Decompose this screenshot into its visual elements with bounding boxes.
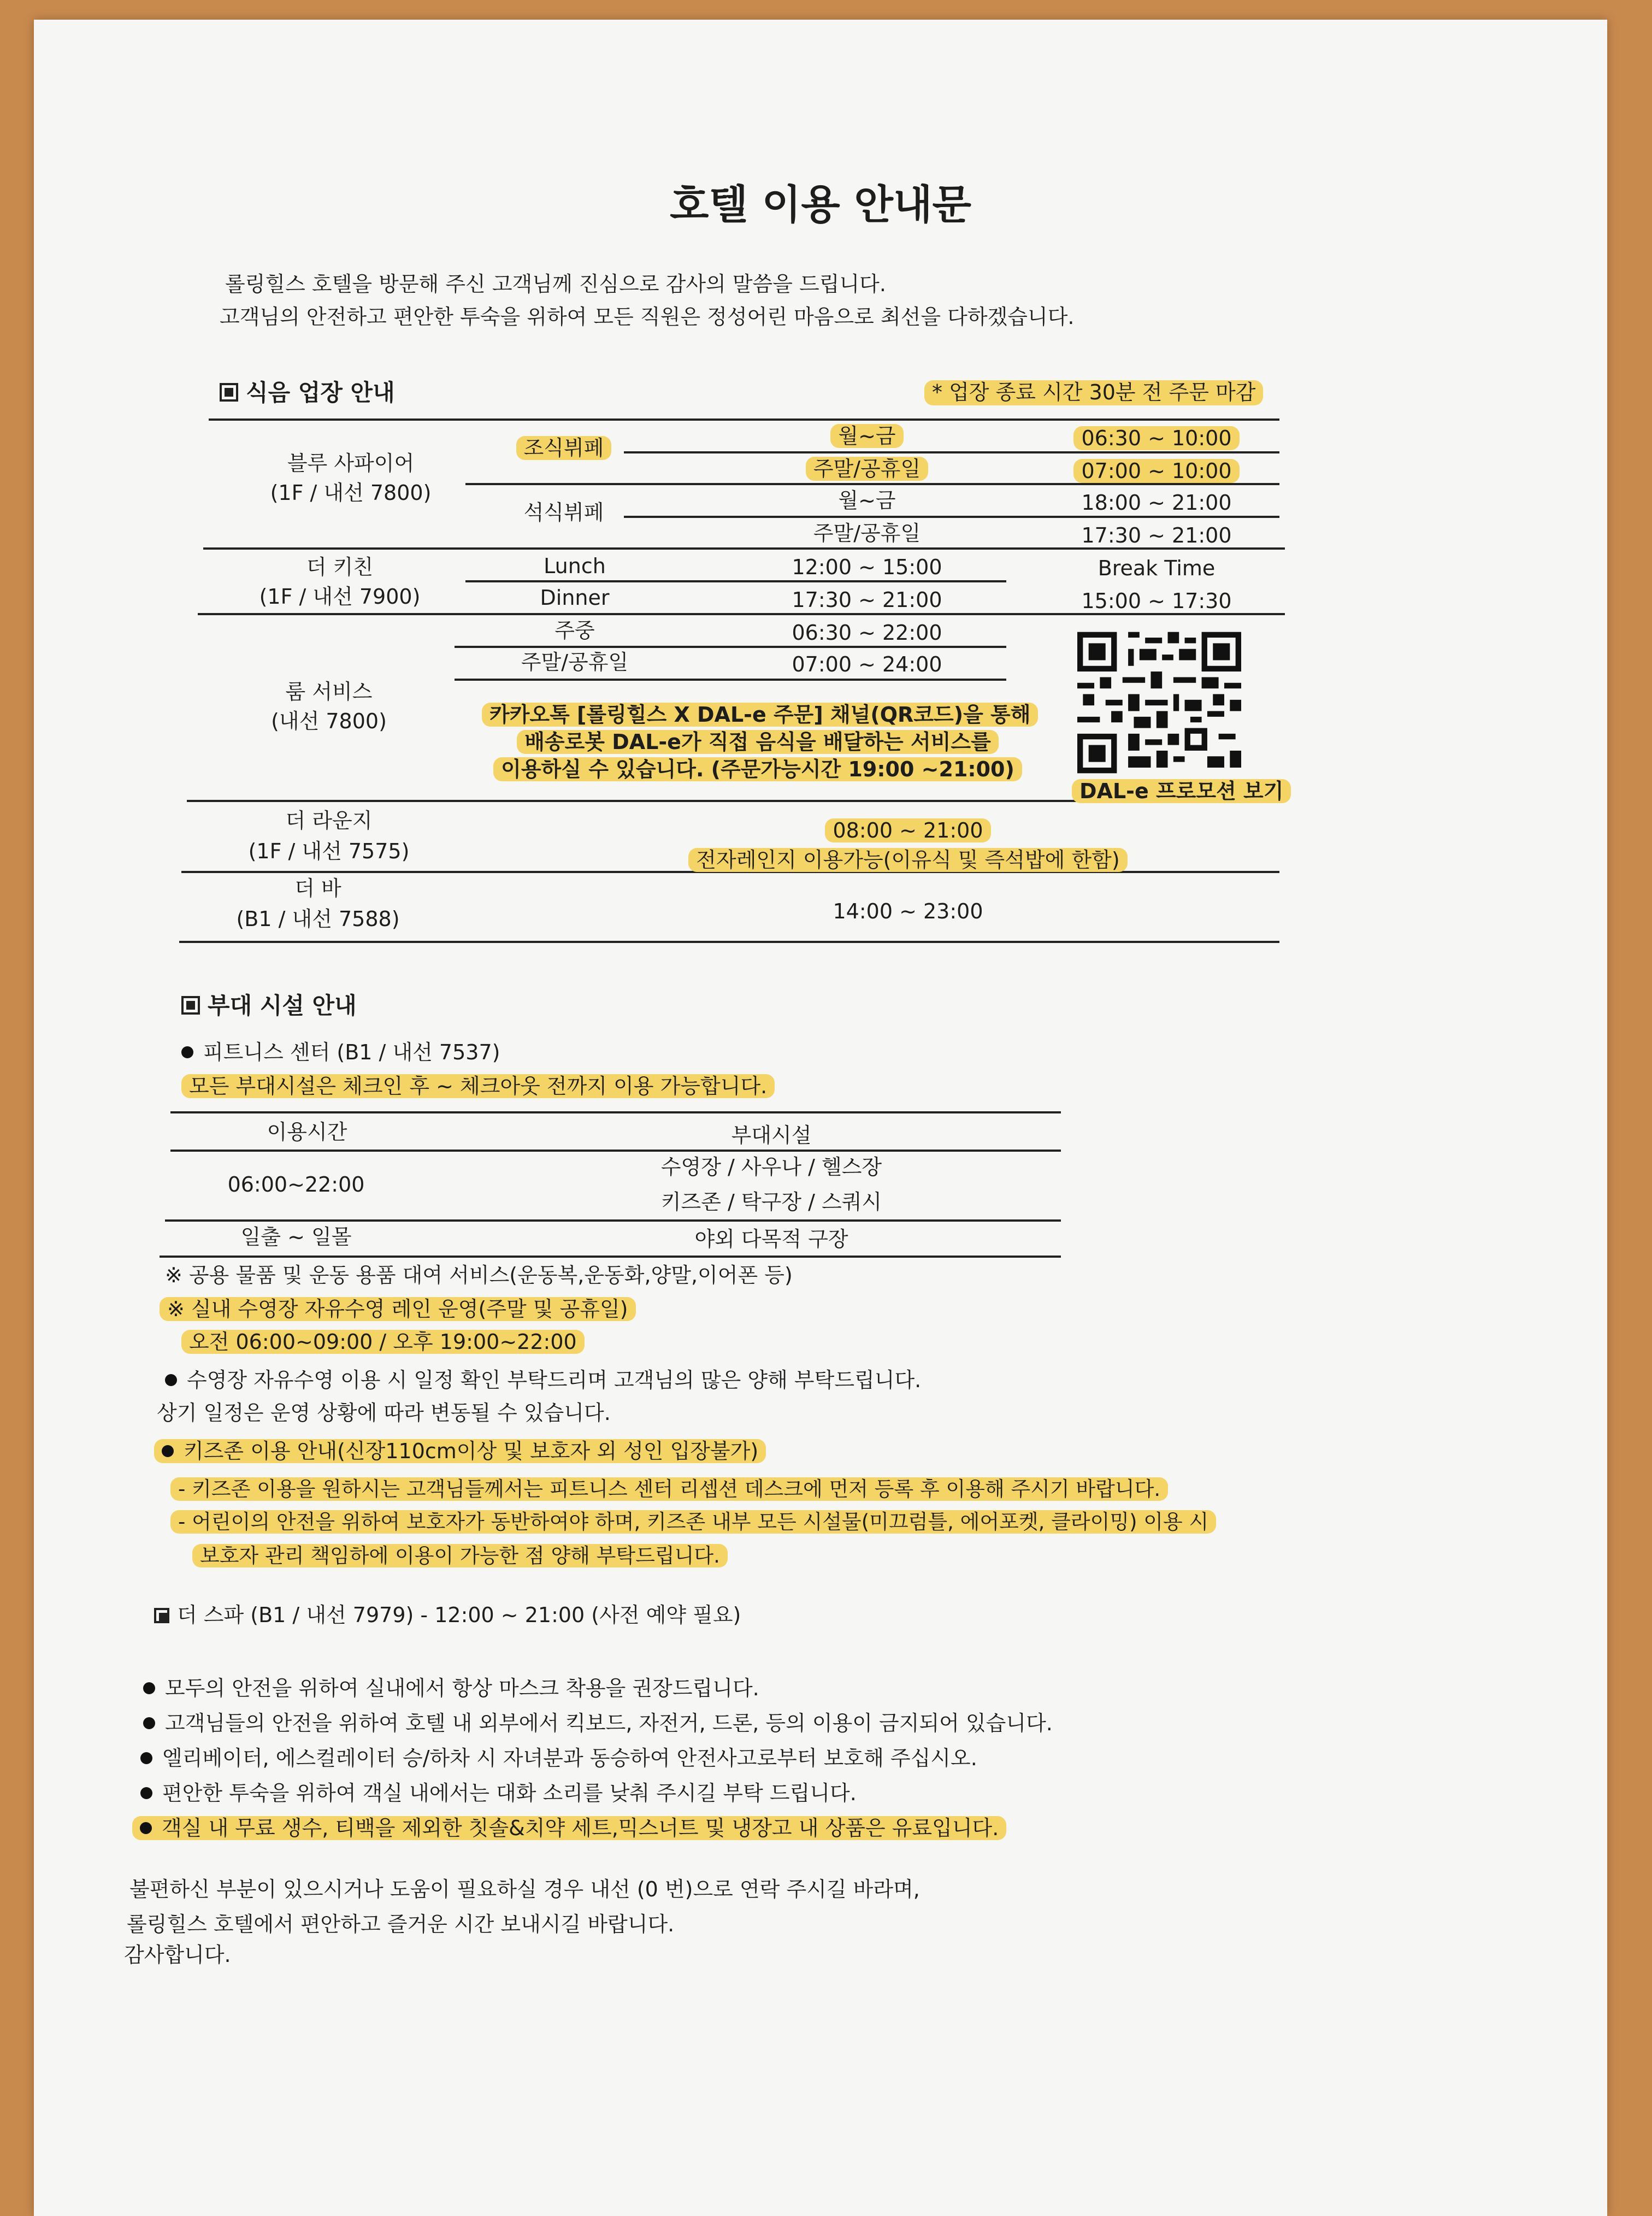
venue-bar: 더 바 (294, 876, 341, 900)
bs-day-1: 월~금 (744, 424, 990, 449)
bullet-icon (143, 1682, 155, 1694)
facility-notice: 모든 부대시설은 체크인 후 ~ 체크아웃 전까지 이용 가능합니다. (181, 1074, 775, 1099)
lunch-time: 12:00 ~ 15:00 (792, 555, 942, 579)
kids-zone-line-1: - 키즈존 이용을 원하시는 고객님들께서는 피트니스 센터 리셉션 데스크에 먼저 등록 후 이용해 주시기 바랍니다. (170, 1477, 1168, 1501)
dinner-buffet-label: 석식뷔페 (523, 500, 604, 524)
swim-note-2: 상기 일정은 운영 상황에 따라 변동될 수 있습니다. (157, 1401, 611, 1425)
bullet-icon (143, 1717, 155, 1729)
lounge-time: 08:00 ~ 21:00 (607, 818, 1208, 844)
breakfast-buffet-label: 조식뷔페 (498, 436, 629, 461)
bullet-icon (140, 1752, 152, 1764)
facility-item-1: 수영장 / 사우나 / 헬스장 (660, 1155, 882, 1179)
facility-time-1: 06:00~22:00 (227, 1172, 365, 1197)
lounge-note: 전자레인지 이용가능(이유식 및 즉석밥에 한함) (607, 848, 1208, 873)
notice-noise: 편안한 투숙을 위하여 객실 내에서는 대화 소리를 낮춰 주시길 부탁 드립니다. (140, 1781, 857, 1806)
facility-time-2: 일출 ~ 일몰 (240, 1225, 352, 1249)
room-weekday-time: 06:30 ~ 22:00 (792, 621, 942, 645)
venue-kitchen-ext: (1F / 내선 7900) (259, 585, 421, 609)
venue-lounge: 더 라운지 (285, 809, 373, 833)
kids-zone-line-3: 보호자 관리 책임하에 이용이 가능한 점 양해 부탁드립니다. (192, 1544, 728, 1568)
square-bullet-icon (220, 383, 238, 402)
room-weekend-label: 주말/공휴일 (521, 650, 629, 674)
bullet-icon (140, 1822, 152, 1834)
facility-item-2: 키즈존 / 탁구장 / 스쿼시 (660, 1190, 882, 1214)
notice-mobility: 고객님들의 안전을 위하여 호텔 내 외부에서 킥보드, 자전거, 드론, 등의 이용이 금지되어 있습니다. (143, 1711, 1053, 1736)
rental-note: ※ 공용 물품 및 운동 용품 대여 서비스(운동복,운동화,양말,이어폰 등) (165, 1263, 793, 1287)
facilities-heading: 부대 시설 안내 (181, 988, 357, 1021)
venue-lounge-ext: (1F / 내선 7575) (248, 839, 410, 863)
venue-blue-sapphire: 블루 사파이어 (287, 451, 415, 475)
bullet-icon (181, 1046, 193, 1058)
bs-time-2: 07:00 ~ 10:00 (1034, 459, 1279, 484)
venue-room-service: 룸 서비스 (285, 680, 373, 704)
break-time-label: Break Time (1098, 556, 1216, 580)
room-desc-2: 배송로봇 DAL-e가 직접 음식을 배달하는 서비스를 (482, 730, 1034, 755)
dining-heading: 식음 업장 안내 (220, 375, 395, 408)
dinner-label: Dinner (540, 586, 610, 610)
bs-time-4: 17:30 ~ 21:00 (1081, 523, 1232, 547)
bullet-icon (165, 1374, 177, 1386)
square-bullet-icon (181, 996, 200, 1015)
bs-day-4: 주말/공휴일 (813, 521, 921, 545)
qr-caption[interactable]: DAL-e 프로모션 보기 (1072, 779, 1279, 804)
page-title: 호텔 이용 안내문 (670, 181, 971, 228)
bullet-icon (162, 1445, 174, 1457)
bullet-icon (140, 1787, 152, 1799)
fitness-center: 피트니스 센터 (B1 / 내선 7537) (181, 1040, 500, 1065)
lunch-label: Lunch (544, 554, 606, 578)
venue-room-service-ext: (내선 7800) (271, 709, 387, 733)
notice-elevator: 엘리베이터, 에스컬레이터 승/하차 시 자녀분과 동승하여 안전사고로부터 보호해 주십시오. (140, 1746, 977, 1771)
venue-blue-sapphire-ext: (1F / 내선 7800) (270, 481, 432, 505)
venue-kitchen: 더 키친 (306, 555, 374, 579)
kids-zone-line-2: - 어린이의 안전을 위하여 보호자가 동반하여야 하며, 키즈존 내부 모든 시설물(미끄럼틀, 에어포켓, 클라이밍) 이용 시 (170, 1510, 1216, 1534)
closing-line-2: 롤링힐스 호텔에서 편안하고 즐거운 시간 보내시길 바랍니다. (127, 1912, 675, 1936)
bs-day-3: 월~금 (838, 488, 896, 512)
square-bullet-icon (154, 1608, 169, 1623)
col-facility-header: 부대시설 (731, 1123, 812, 1147)
intro-line-1: 롤링힐스 호텔을 방문해 주신 고객님께 진심으로 감사의 말씀을 드립니다. (225, 272, 886, 296)
room-weekend-time: 07:00 ~ 24:00 (792, 652, 942, 676)
closing-line-1: 불편하신 부분이 있으시거나 도움이 필요하실 경우 내선 (0 번)으로 연락 주시길 바라며, (129, 1877, 920, 1901)
room-desc-3: 이용하실 수 있습니다. (주문가능시간 19:00 ~21:00) (482, 757, 1034, 782)
bar-time: 14:00 ~ 23:00 (833, 899, 983, 923)
closing-line-3: 감사합니다. (124, 1943, 231, 1967)
swim-lane-time: 오전 06:00~09:00 / 오후 19:00~22:00 (181, 1330, 585, 1355)
notice-paid-items: 객실 내 무료 생수, 티백을 제외한 칫솔&치약 세트,믹스너트 및 냉장고 내 상품은 유료입니다. (132, 1816, 1006, 1841)
spa-info: 더 스파 (B1 / 내선 7979) - 12:00 ~ 21:00 (사전 예약 필요) (154, 1603, 741, 1628)
bs-time-1: 06:30 ~ 10:00 (1034, 426, 1279, 451)
bs-time-3: 18:00 ~ 21:00 (1081, 491, 1232, 515)
break-time-value: 15:00 ~ 17:30 (1081, 589, 1232, 613)
venue-bar-ext: (B1 / 내선 7588) (236, 907, 400, 931)
swim-note: 수영장 자유수영 이용 시 일정 확인 부탁드리며 고객님의 많은 양해 부탁드립니다. (165, 1368, 921, 1393)
qr-code-icon[interactable] (1077, 632, 1241, 774)
col-time-header: 이용시간 (267, 1120, 347, 1144)
notice-mask: 모두의 안전을 위하여 실내에서 항상 마스크 착용을 권장드립니다. (143, 1676, 759, 1701)
kids-zone-title: 키즈존 이용 안내(신장110cm이상 및 보호자 외 성인 입장불가) (154, 1439, 766, 1464)
room-desc-1: 카카오톡 [롤링힐스 X DAL-e 주문] 채널(QR코드)을 통해 (482, 703, 1034, 728)
document-paper (34, 20, 1607, 2216)
bs-day-2: 주말/공휴일 (744, 457, 990, 482)
room-weekday-label: 주중 (554, 618, 595, 643)
dining-note: * 업장 종료 시간 30분 전 주문 마감 (924, 380, 1263, 405)
swim-lane-note: ※ 실내 수영장 자유수영 레인 운영(주말 및 공휴일) (160, 1297, 636, 1322)
dinner-time: 17:30 ~ 21:00 (792, 588, 942, 612)
intro-line-2: 고객님의 안전하고 편안한 투숙을 위하여 모든 직원은 정성어린 마음으로 최선을 다하겠습니다. (220, 305, 1075, 329)
facility-item-3: 야외 다목적 구장 (694, 1227, 848, 1251)
